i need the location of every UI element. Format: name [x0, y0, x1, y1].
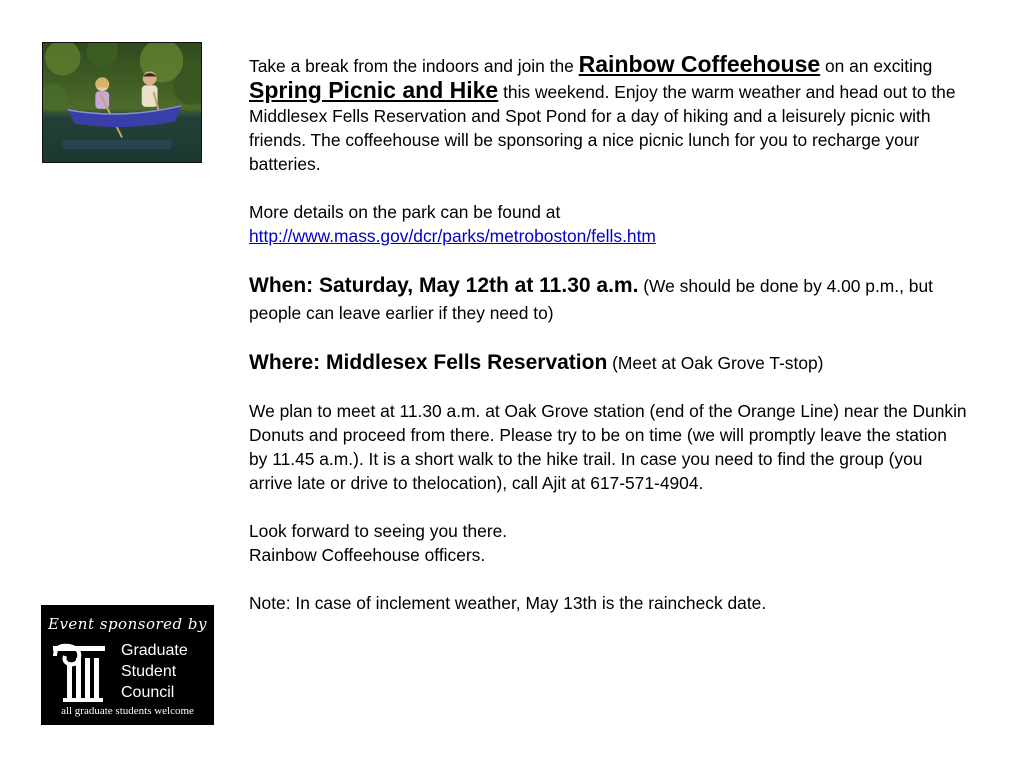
club-name: Rainbow Coffeehouse [578, 51, 821, 77]
sponsor-welcome: all graduate students welcome [61, 705, 194, 717]
column-logo-icon [51, 642, 107, 704]
closing-line-1: Look forward to seeing you there. [249, 521, 508, 541]
closing-paragraph [249, 519, 969, 567]
org-line-1: Graduate [121, 642, 188, 659]
sponsor-script: Event sponsored by [48, 615, 207, 633]
details-text: More details on the park can be found at [249, 202, 561, 222]
canoe-photo [42, 42, 202, 163]
raincheck-note: Note: In case of inclement weather, May 13th is the raincheck date. [249, 593, 767, 613]
intro-text-2: on an exciting [820, 56, 933, 76]
park-link[interactable]: http://www.mass.gov/dcr/parks/metroboston/fells.htm [249, 226, 656, 246]
event-name: Spring Picnic and Hike [249, 77, 499, 103]
closing-line-2: Rainbow Coffeehouse officers. [249, 545, 486, 565]
meet-paragraph: We plan to meet at 11.30 a.m. at Oak Grove station (end of the Orange Line) near the Dunkin Donuts and proceed from there. Please try to be on time (we will promptly leave the station by 11.45 a.m.). It is a short walk to the hike trail. In case you need to find the group (you arrive late or drive to thelocation), call Ajit at 617-571-4904. [249, 401, 967, 493]
when-paragraph [249, 272, 969, 327]
when-label: When: Saturday, May 12th at 11.30 a.m. [249, 274, 639, 297]
org-line-3: Council [121, 684, 175, 701]
intro-text-1: Take a break from the indoors and join the [249, 56, 579, 76]
org-line-2: Student [121, 663, 177, 680]
details-paragraph [249, 200, 969, 248]
where-note: (Meet at Oak Grove T-stop) [607, 353, 824, 373]
where-paragraph [249, 351, 969, 375]
intro-paragraph [249, 52, 969, 176]
intro-text-3: this weekend. Enjoy the warm weather and head out to the Middlesex Fells Reservation and Spot Pond for a day of hiking and a leisurely picnic with friends. The coffeehouse will be sponsoring a nice picnic lunch for you to recharge your batteries. [249, 82, 956, 174]
flyer-body [249, 52, 969, 615]
sponsor-badge [41, 605, 214, 725]
when-note: (We should be done by 4.00 p.m., but people can leave earlier if they need to) [249, 276, 933, 323]
where-label: Where: Middlesex Fells Reservation [249, 351, 608, 374]
sponsor-org [121, 640, 188, 703]
